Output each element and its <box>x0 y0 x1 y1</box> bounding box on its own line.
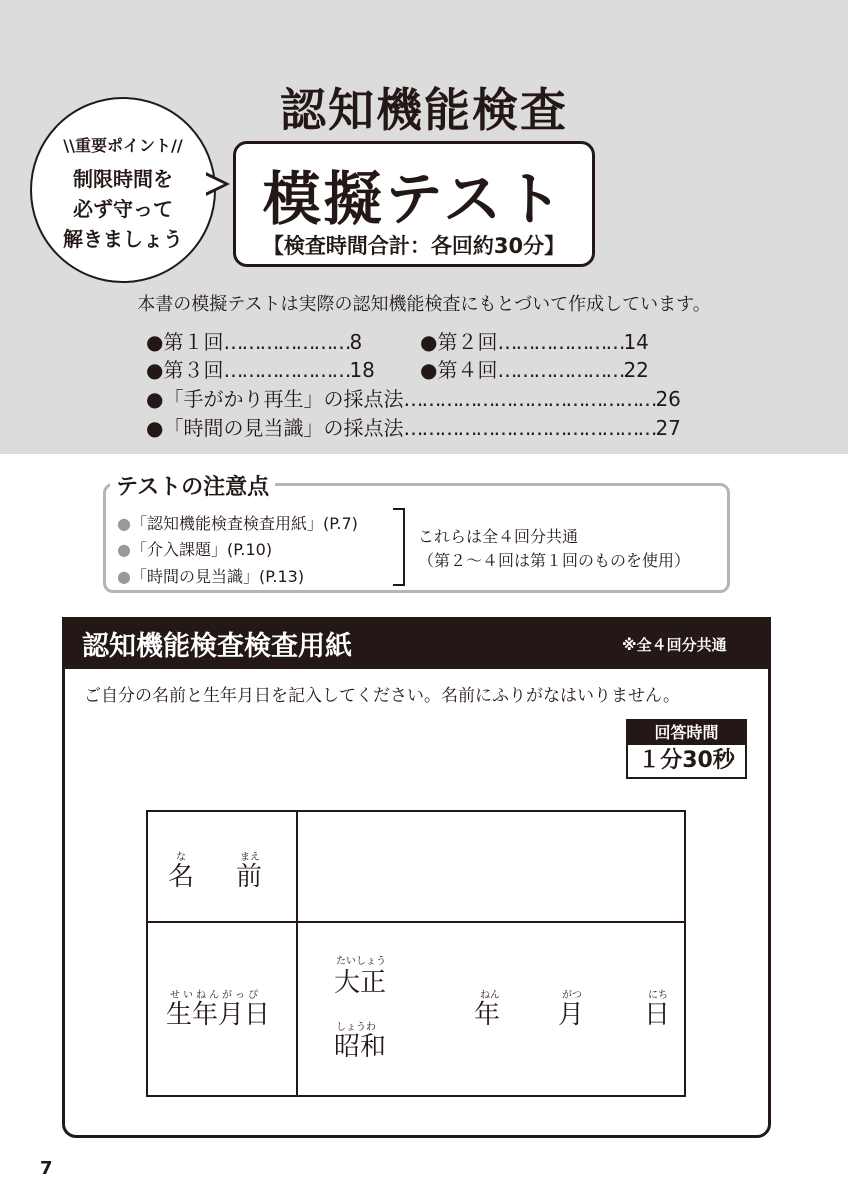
name-label: 前 <box>236 862 263 892</box>
day-label: 日 <box>644 1000 671 1030</box>
ruby: たいしょう <box>336 956 386 967</box>
toc-item[interactable]: ●第１回…………………8 <box>146 330 363 354</box>
note-common: （第２～４回は第１回のものを使用） <box>418 551 691 570</box>
instruction-text: ご自分の名前と生年月日を記入してください。名前にふりがなはいりません。 <box>84 686 681 706</box>
name-label: 名 <box>168 862 195 892</box>
toc-item[interactable]: ●第２回…………………14 <box>420 330 649 354</box>
tip-line: 解きましょう <box>63 227 183 251</box>
page-title: 認知機能検査 <box>280 83 568 137</box>
toc-item[interactable]: ●第４回…………………22 <box>420 358 649 382</box>
intro-text: 本書の模擬テストは実際の認知機能検査にもとづいて作成しています。 <box>137 294 711 315</box>
answer-time-label: 回答時間 <box>628 721 745 745</box>
page-number: 7 <box>40 1158 53 1179</box>
toc-item[interactable]: ●第３回…………………18 <box>146 358 375 382</box>
sheet-title: 認知機能検査検査用紙 <box>82 631 352 662</box>
note-item: ●「時間の見当識」(P.13) <box>117 567 305 586</box>
era-showa[interactable]: 昭和 <box>334 1032 387 1062</box>
bullet-icon: ● <box>117 540 131 559</box>
ruby: しょうわ <box>336 1022 376 1033</box>
toc-item[interactable]: ●「時間の見当識」の採点法……………………………………27 <box>146 416 681 440</box>
ruby: ねん <box>480 990 500 1001</box>
bullet-icon: ● <box>117 567 131 586</box>
notes-title: テストの注意点 <box>110 470 275 501</box>
tip-heading: \\重要ポイント// <box>63 136 183 155</box>
bullet-icon: ● <box>117 514 131 533</box>
bubble-tail-fill <box>205 175 224 193</box>
note-common: これらは全４回分共通 <box>418 527 579 546</box>
tip-line: 制限時間を <box>73 167 173 191</box>
toc-item[interactable]: ●「手がかり再生」の採点法……………………………………26 <box>146 387 681 411</box>
title-box <box>233 141 595 267</box>
answer-time-value: １分30秒 <box>638 748 735 773</box>
era-taisho[interactable]: 大正 <box>334 968 387 998</box>
test-duration: 【検査時間合計：各回約30分】 <box>262 234 566 258</box>
note-item: ●「介入課題」(P.10) <box>117 540 273 559</box>
ruby: まえ <box>240 852 260 863</box>
month-label: 月 <box>558 1000 585 1030</box>
ruby: な <box>176 852 186 863</box>
ruby: がつ <box>562 990 582 1001</box>
test-title: 模擬テスト <box>262 165 566 233</box>
tip-bubble <box>30 97 216 283</box>
note-item: ●「認知機能検査検査用紙」(P.7) <box>117 514 358 533</box>
bracket <box>393 508 405 586</box>
year-label: 年 <box>474 1000 501 1030</box>
info-form <box>146 810 686 1097</box>
birth-label: 生年月日 <box>166 1000 271 1030</box>
answer-time-box <box>626 719 747 779</box>
sheet-note: ※全４回分共通 <box>622 636 727 654</box>
tip-line: 必ず守って <box>73 197 173 221</box>
name-field[interactable] <box>298 812 684 920</box>
ruby: せいねんがっぴ <box>170 990 261 1001</box>
ruby: にち <box>648 990 668 1001</box>
form-divider <box>148 921 684 923</box>
